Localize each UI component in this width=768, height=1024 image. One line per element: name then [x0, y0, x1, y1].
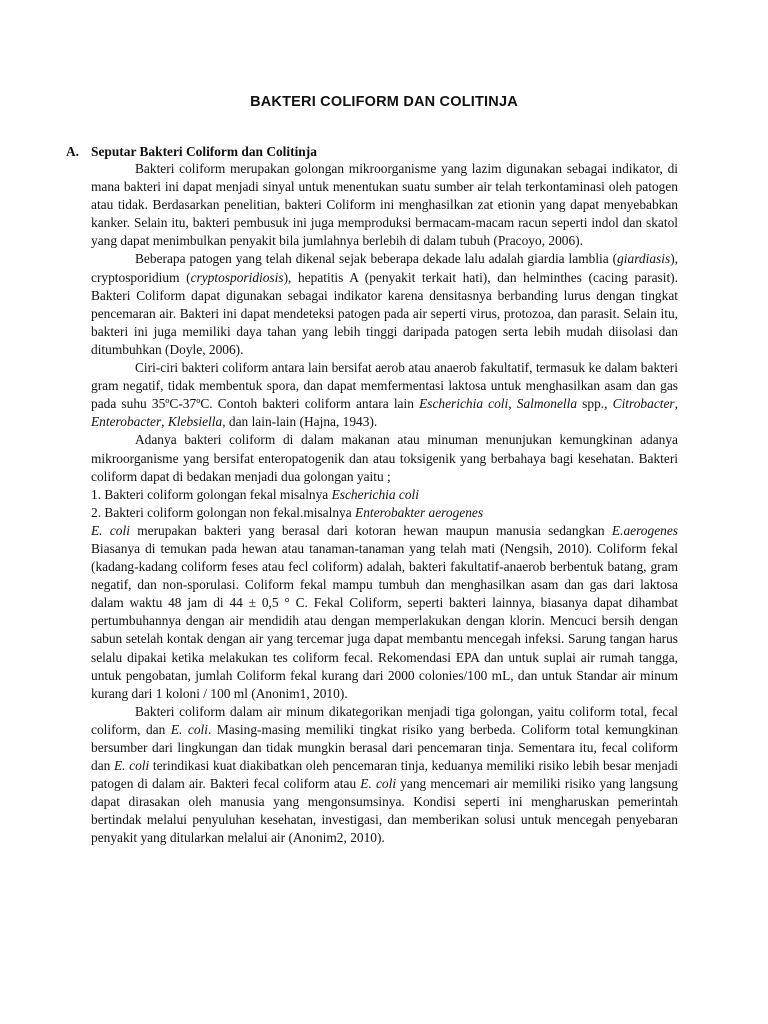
italic-term: Escherichia coli: [419, 396, 509, 412]
paragraph-5: [91, 522, 678, 703]
page-title: BAKTERI COLIFORM DAN COLITINJA: [250, 94, 518, 110]
section-heading: [66, 144, 317, 160]
document-body: [91, 160, 678, 848]
text-run: Bakteri coliform dalam air minum dikategorikan menjadi tiga golongan, yaitu coliform total, fecal coliform, dan: [91, 703, 678, 737]
text-run: , dan lain-lain (Hajna, 1943).: [222, 414, 378, 430]
text-run: . Masing-masing memiliki tingkat risiko yang berbeda. Coliform total kemungkinan bersumber dari lingkungan dan tidak mungkin berasal dari pencemaran tinja. Sementara itu, fecal coliform dan: [91, 721, 678, 774]
text-run: ,: [161, 414, 168, 430]
italic-term: E. coli: [360, 776, 397, 792]
italic-term: E.aerogenes: [611, 522, 678, 538]
italic-term: Enterobakter aerogenes: [355, 504, 484, 520]
italic-term: Citrobacter: [612, 396, 675, 412]
paragraph-1: Bakteri coliform merupakan golongan mikroorganisme yang lazim digunakan sebagai indikator, di mana bakteri ini dapat menjadi sinyal untuk menentukan suatu sumber air telah terkontaminasi oleh patogen atau tidak. Berdasarkan penelitian, bakteri Coliform ini menghasilkan zat etionin yang dapat menyebabkan kanker. Selain itu, bakteri pembusuk ini juga memproduksi bermacam-macam racun seperti indol dan skatol yang dapat menimbulkan penyakit bila jumlahnya berlebih di dalam tubuh (Pracoyo, 2006).: [91, 161, 678, 249]
text-run: Ciri-ciri bakteri coliform antara lain bersifat aerob atau anaerob fakultatif, termasuk ke dalam bakteri gram negatif, tidak membentuk spora, dan dapat memfermentasi laktosa untuk menghasilkan asam dan gas pada suhu 35ºC-37ºC. Contoh bakteri coliform antara lain: [91, 360, 678, 412]
italic-term: Escherichia coli: [331, 486, 419, 502]
text-run: Beberapa patogen yang telah dikenal sejak beberapa dekade lalu adalah giardia lamblia (: [135, 251, 618, 267]
text-run: terindikasi kuat diakibatkan oleh pencemaran tinja, keduanya memiliki risiko lebih besar menjadi patogen di dalam air. Bakteri fecal coliform atau: [91, 758, 678, 792]
paragraph-3: [91, 359, 678, 431]
text-run: Biasanya di temukan pada hewan atau tanaman-tanaman yang telah mati (Nengsih, 2010). Coliform fekal (kadang-kadang coliform feses atau fecl coliform) adalah, bakteri fakultatif-anaerob berbentuk batang, gram negatif, dan non-sporulasi. Coliform fekal mampu tumbuh dan menghasilkan asam dan gas dari laktosa dalam waktu 48 jam di 44 ± 0,5 ° C. Fekal Coliform, seperti bakteri lainnya, biasanya dapat dihambat pertumbuhannya dengan air mendidih atau dengan memperlakukan dengan klorin. Mencuci bersih dengan sabun setelah kontak dengan air yang tercemar juga dapat membantu mencegah infeksi. Sarung tangan harus selalu dipakai ketika melakukan tes coliform fecal. Rekomendasi EPA dan untuk suplai air rumah tangga, untuk pengobatan, jumlah Coliform fekal kurang dari 2000 colonies/100 mL, dan untuk Standar air minum kurang dari 1 koloni / 100 ml (Anonim1, 2010).: [91, 540, 678, 701]
italic-term: Enterobacter: [91, 414, 162, 430]
text-run: merupakan bakteri yang berasal dari kotoran hewan maupun manusia sedangkan: [129, 522, 612, 538]
paragraph-2: [91, 250, 678, 359]
paragraph-6: [91, 703, 678, 848]
list-item-text: 1. Bakteri coliform golongan fekal misalnya: [91, 486, 332, 502]
italic-term: cryptosporidiosis: [190, 269, 284, 285]
text-run: yang mencemari air memiliki risiko yang langsung dapat dirasakan oleh manusia yang mengonsumsinya. Kondisi seperti ini mengharuskan pemerintah bertindak melalui penyuluhan kesehatan, investigasi, dan memberikan solusi untuk mencegah penyebaran penyakit yang ditularkan melalui air (Anonim2, 2010).: [91, 776, 678, 846]
italic-term: E. coli: [91, 522, 130, 538]
italic-term: giardiasis: [617, 251, 671, 267]
text-run: ), cryptosporidium (: [91, 251, 678, 285]
list-item: [91, 504, 678, 522]
italic-term: E. coli: [170, 721, 208, 737]
italic-term: Klebsiella: [167, 414, 223, 430]
text-run: ), hepatitis A (penyakit terkait hati), dan helminthes (cacing parasit). Bakteri Coliform dapat digunakan sebagai indikator karena densitasnya berbanding lurus dengan tingkat pencemaran air. Bakteri ini dapat mendeteksi patogen pada air seperti virus, protozoa, dan parasit. Selain itu, bakteri ini juga memiliki daya tahan yang lebih tinggi daripada patogen serta lebih mudah diisolasi dan ditumbuhkan (Doyle, 2006).: [91, 269, 678, 357]
section-heading-text: Seputar Bakteri Coliform dan Colitinja: [91, 144, 317, 159]
italic-term: E. coli: [113, 758, 150, 774]
text-run: spp.,: [577, 396, 613, 412]
list-item-text: 2. Bakteri coliform golongan non fekal.misalnya: [91, 504, 356, 520]
italic-term: Salmonella: [516, 396, 578, 412]
paragraph-4: Adanya bakteri coliform di dalam makanan atau minuman menunjukan kemungkinan adanya mikroorganisme yang bersifat enteropatogenik dan atau toksigenik yang berbahaya bagi kesehatan. Bakteri coliform dapat di bedakan menjadi dua golongan yaitu ;: [91, 432, 678, 484]
list-item: [91, 486, 678, 504]
section-letter: A.: [66, 144, 80, 159]
text-run: ,: [674, 396, 678, 412]
text-run: ,: [508, 396, 517, 412]
